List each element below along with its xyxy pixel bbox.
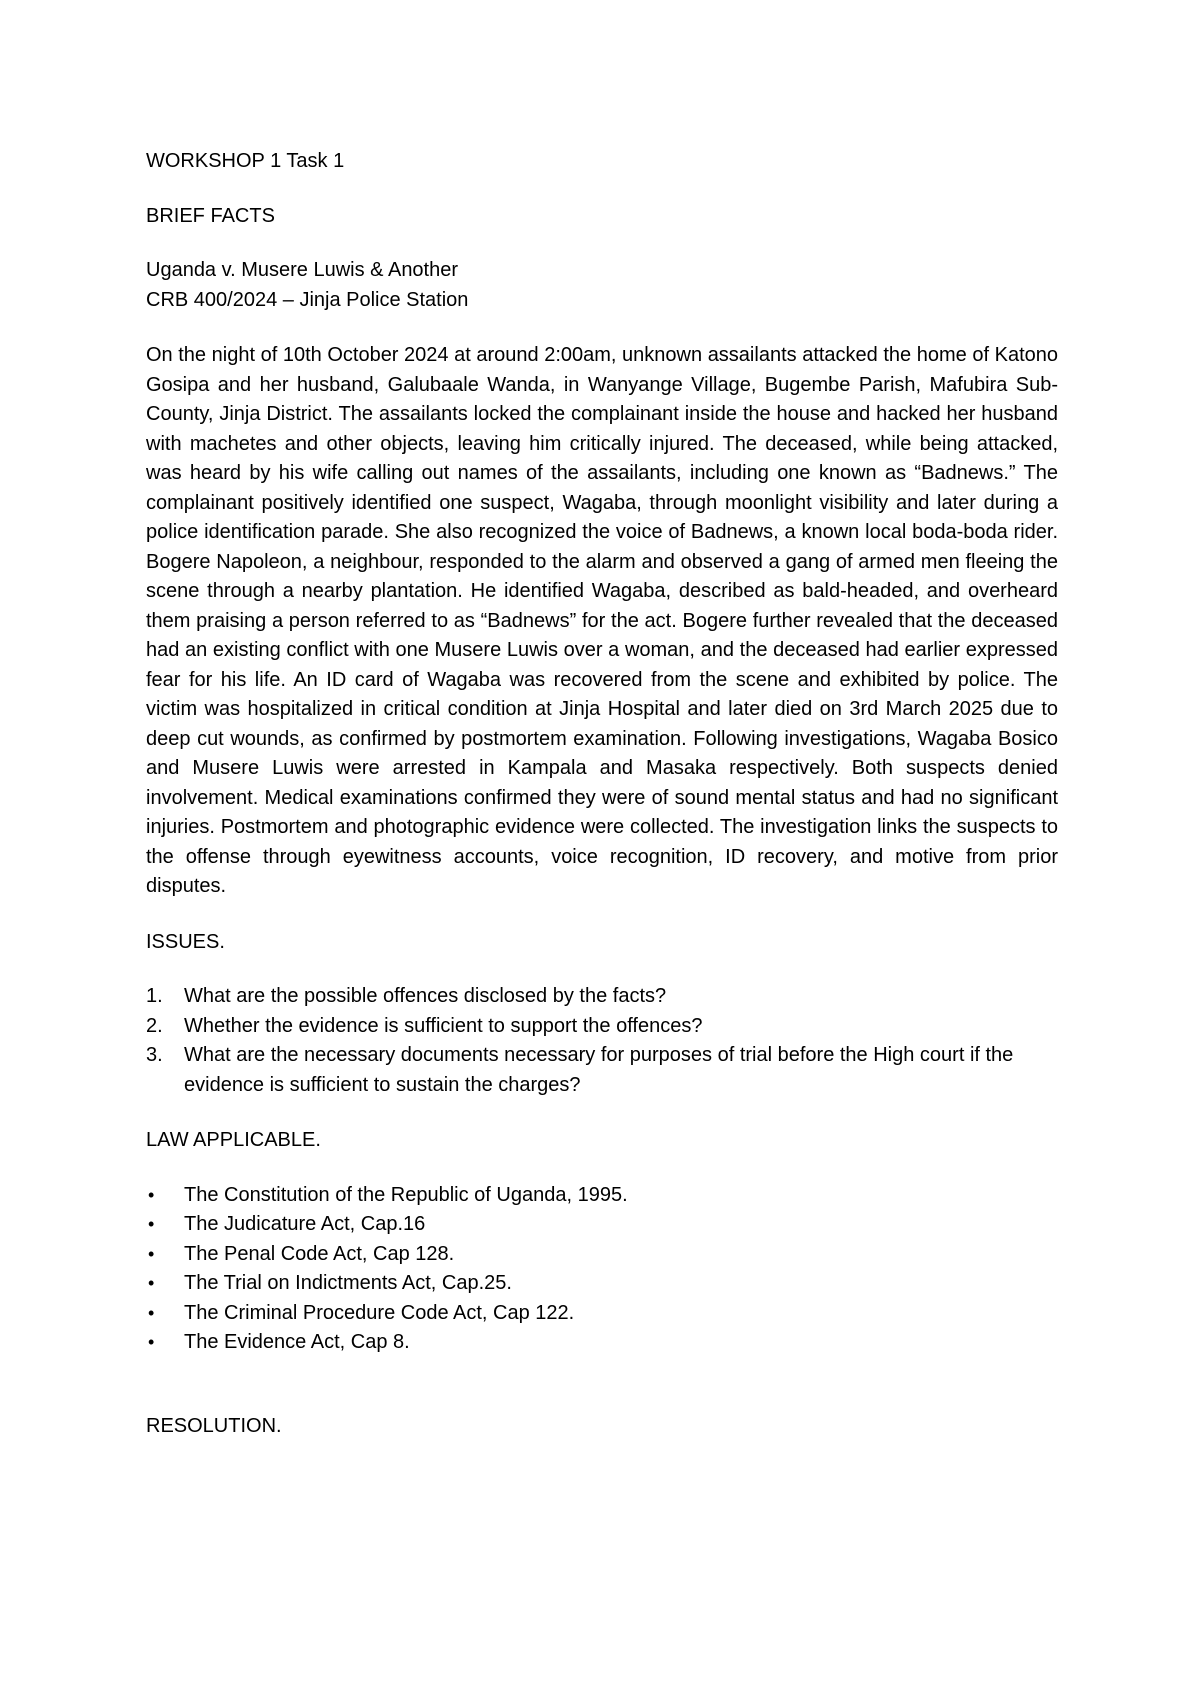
issues-list: [146, 982, 1058, 1100]
bullet-icon: •: [148, 1302, 155, 1323]
issue-text: Whether the evidence is sufficient to support the offences?: [184, 1014, 703, 1037]
document-title: WORKSHOP 1 Task 1: [146, 150, 345, 172]
law-text: The Penal Code Act, Cap 128.: [184, 1242, 455, 1265]
issue-item: [146, 1041, 1058, 1100]
issues-heading: ISSUES.: [146, 930, 225, 953]
brief-facts-heading: BRIEF FACTS: [146, 204, 275, 227]
case-caption: [146, 256, 1058, 315]
bullet-icon: •: [148, 1332, 155, 1352]
law-item: [146, 1269, 1058, 1299]
issue-number: 1.: [146, 985, 163, 1007]
bullet-icon: •: [148, 1214, 155, 1234]
case-reference: CRB 400/2024 – Jinja Police Station: [146, 288, 469, 311]
bullet-icon: •: [148, 1273, 155, 1293]
issue-text: What are the necessary documents necessary for purposes of trial before the High court if the evidence is sufficient to sustain the charges?: [184, 1044, 1014, 1096]
issue-number: 3.: [146, 1044, 163, 1066]
laws-list: [146, 1181, 1058, 1358]
law-item: [146, 1240, 1058, 1270]
law-item: [146, 1299, 1058, 1329]
document-body: [146, 147, 1058, 1441]
bullet-icon: •: [148, 1243, 155, 1264]
law-applicable-heading: LAW APPLICABLE.: [146, 1129, 321, 1151]
issue-item: [146, 1012, 1058, 1042]
law-item: [146, 1328, 1058, 1358]
law-item: [146, 1181, 1058, 1211]
case-name: Uganda v. Musere Luwis & Another: [146, 259, 459, 281]
issue-text: What are the possible offences disclosed by the facts?: [184, 985, 667, 1007]
resolution-heading: RESOLUTION.: [146, 1414, 282, 1437]
bullet-icon: •: [148, 1184, 155, 1205]
law-text: The Trial on Indictments Act, Cap.25.: [184, 1272, 512, 1294]
law-text: The Criminal Procedure Code Act, Cap 122.: [184, 1301, 575, 1324]
law-item: [146, 1210, 1058, 1240]
facts-paragraph: On the night of 10th October 2024 at around 2:00am, unknown assailants attacked the home of Katono Gosipa and her husband, Galubaale Wanda, in Wanyange Village, Bugembe Parish, Mafubira Sub- County, Jinja District. The assailants locked the complainant inside the house and hacked her husband with machetes and other objects, leaving him critically injured. The deceased, while being attacked, was heard by his wife calling out names of the assailants, including one known as “Badnews.” The complainant positively identified one suspect, Wagaba, through moonlight visibility and later during a police identification parade. She also recognized the voice of Badnews, a known local boda-boda rider. Bogere Napoleon, a neighbour, responded to the alarm and observed a gang of armed men fleeing the scene through a nearby plantation. He identified Wagaba, described as bald-headed, and overheard them praising a person referred to as “Badnews” for the act. Bogere further revealed that the deceased had an existing conflict with one Musere Luwis over a woman, and the deceased had earlier expressed fear for his life. An ID card of Wagaba was recovered from the scene and exhibited by police. The victim was hospitalized in critical condition at Jinja Hospital and later died on 3rd March 2025 due to deep cut wounds, as confirmed by postmortem examination. Following investigations, Wagaba Bosico and Musere Luwis were arrested in Kampala and Masaka respectively. Both suspects denied involvement. Medical examinations confirmed they were of sound mental status and had no significant injuries. Postmortem and photographic evidence were collected. The investigation links the suspects to the offense through eyewitness accounts, voice recognition, ID recovery, and motive from prior disputes.: [146, 344, 1058, 897]
law-text: The Constitution of the Republic of Uganda, 1995.: [184, 1183, 628, 1206]
law-text: The Judicature Act, Cap.16: [184, 1213, 426, 1235]
issue-number: 2.: [146, 1014, 163, 1037]
law-text: The Evidence Act, Cap 8.: [184, 1331, 410, 1353]
issue-item: [146, 982, 1058, 1012]
